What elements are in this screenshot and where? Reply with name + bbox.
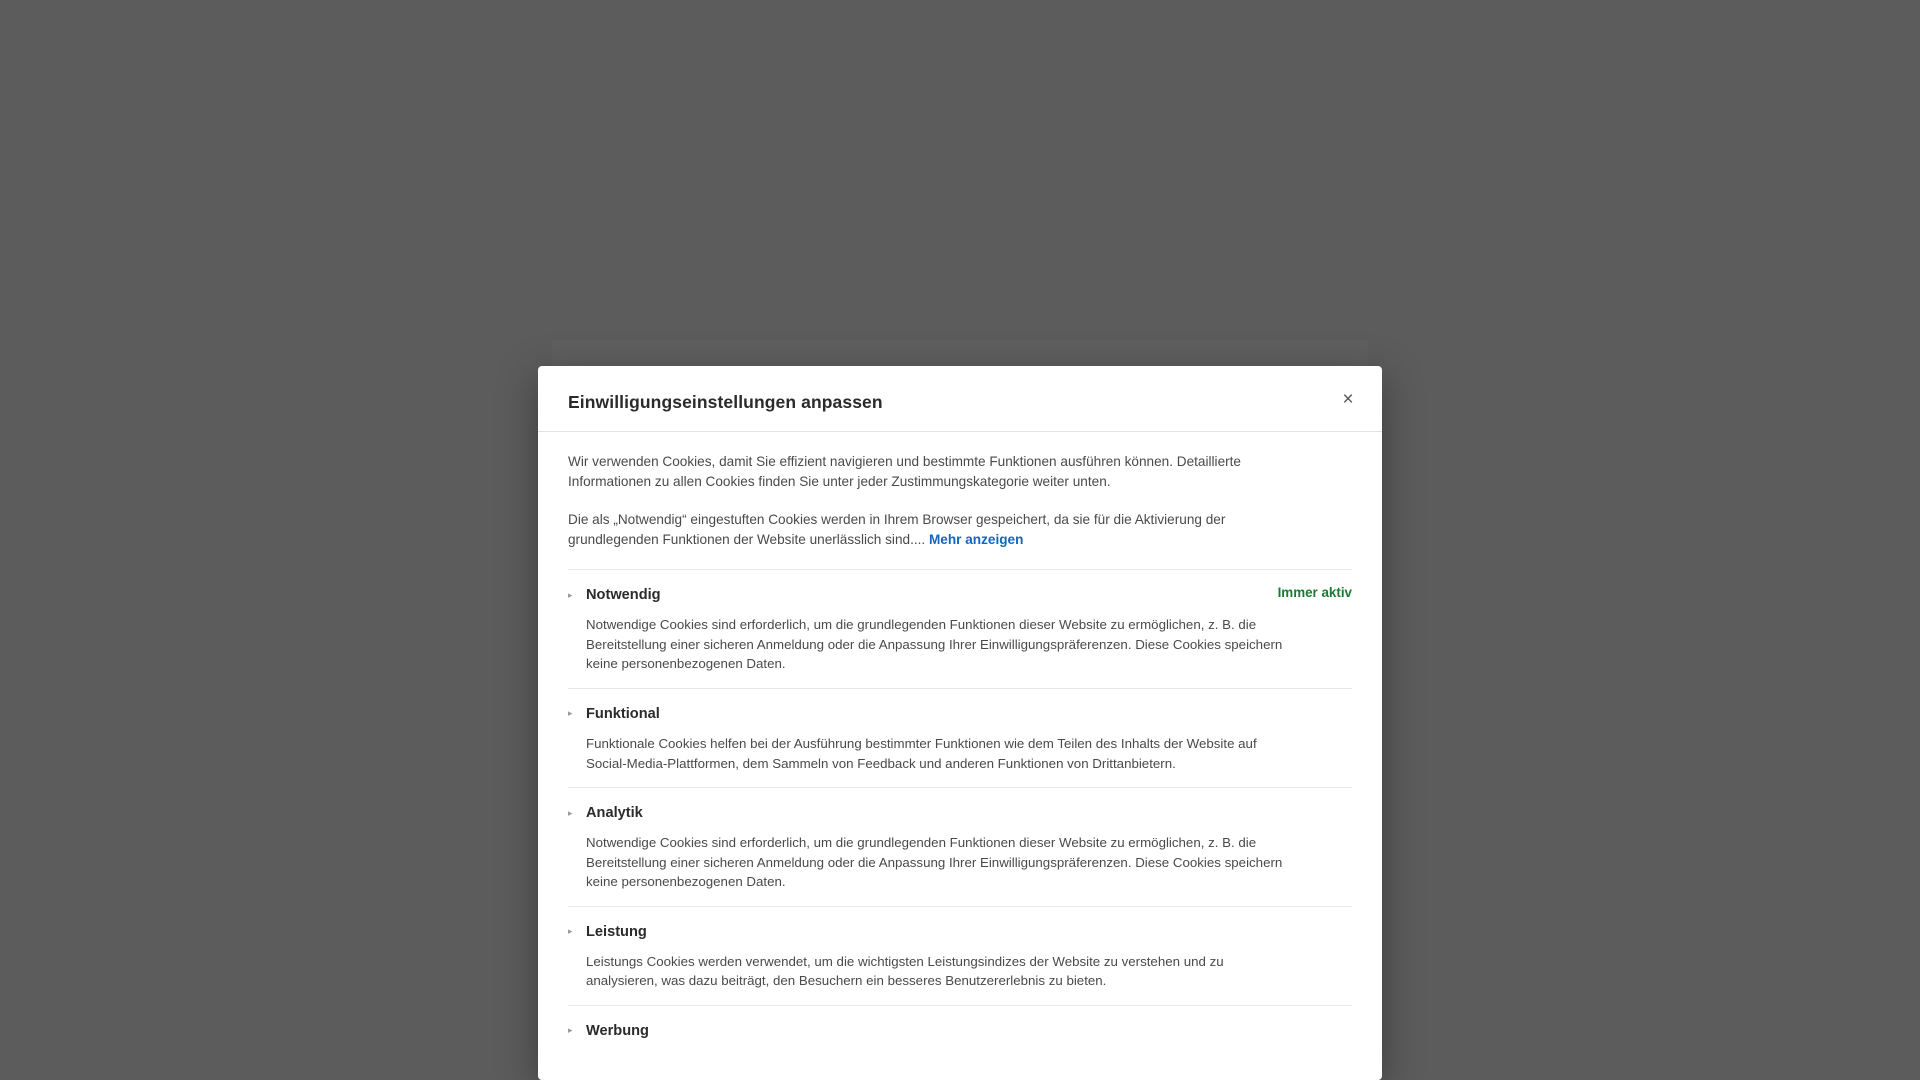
- category-title: Werbung: [586, 1022, 649, 1039]
- category-leistung: [568, 906, 1352, 1005]
- category-title: Notwendig: [586, 587, 661, 604]
- chevron-right-icon[interactable]: ▸: [568, 708, 573, 719]
- intro-section: [568, 432, 1352, 549]
- intro-paragraph-1: Wir verwenden Cookies, damit Sie effizient navigieren und bestimmte Funktionen ausführen können. Detaillierte Informationen zu allen Cookies finden Sie unter jeder Zustimmungskategorie weiter unten.: [568, 454, 1241, 489]
- intro-paragraph-2-text: Die als „Notwendig“ eingestuften Cookies werden in Ihrem Browser gespeichert, da sie für die Aktivierung der grundlegenden Funktionen der Website unerlässlich sind....: [568, 511, 1226, 547]
- category-analytik: [568, 787, 1352, 906]
- category-header[interactable]: [568, 703, 1352, 725]
- category-funktional: [568, 688, 1352, 787]
- dialog-header: [538, 366, 1382, 432]
- chevron-right-icon[interactable]: ▸: [568, 589, 573, 600]
- category-header[interactable]: [568, 1020, 1352, 1042]
- category-notwendig: [568, 569, 1352, 688]
- chevron-right-icon[interactable]: ▸: [568, 1025, 573, 1036]
- category-description: Funktionale Cookies helfen bei der Ausführung bestimmter Funktionen wie dem Teilen des Inhalts der Website auf Social-Media-Plattformen, dem Sammeln von Feedback und anderen Funktionen von Drittanbietern.: [586, 735, 1257, 771]
- chevron-right-icon[interactable]: ▸: [568, 807, 573, 818]
- category-title: Analytik: [586, 805, 643, 822]
- category-list: [568, 569, 1352, 1055]
- category-header[interactable]: [568, 921, 1352, 943]
- category-header[interactable]: [568, 584, 1352, 606]
- category-header[interactable]: [568, 802, 1352, 824]
- close-icon[interactable]: ×: [1336, 388, 1360, 412]
- category-description: Leistungs Cookies werden verwendet, um die wichtigsten Leistungsindizes der Website zu verstehen und zu analysieren, was dazu beiträgt, den Besuchern ein besseres Benutzererlebnis zu bieten.: [586, 953, 1224, 989]
- category-werbung: [568, 1005, 1352, 1056]
- status-badge-always-active: Immer aktiv: [1277, 585, 1352, 601]
- show-more-link[interactable]: Mehr anzeigen: [928, 531, 1024, 547]
- intro-paragraph-2: [568, 510, 1280, 550]
- category-description: Notwendige Cookies sind erforderlich, um die grundlegenden Funktionen dieser Website zu ermöglichen, z. B. die Bereitstellung einer sicheren Anmeldung oder die Anpassung Ihrer Einwilligungspräferenzen. Diese Cookies speichern keine personenbezogenen Daten.: [586, 835, 1283, 890]
- chevron-right-icon[interactable]: ▸: [568, 926, 573, 937]
- category-description: Notwendige Cookies sind erforderlich, um die grundlegenden Funktionen dieser Website zu ermöglichen, z. B. die Bereitstellung einer sicheren Anmeldung oder die Anpassung Ihrer Einwilligungspräferenzen. Diese Cookies speichern keine personenbezogenen Daten.: [586, 617, 1283, 672]
- dialog-body[interactable]: [538, 432, 1382, 1080]
- page-title: Einwilligungseinstellungen anpassen: [568, 392, 883, 412]
- consent-preferences-dialog: [538, 366, 1382, 1080]
- category-title: Funktional: [586, 705, 660, 722]
- category-title: Leistung: [586, 923, 647, 940]
